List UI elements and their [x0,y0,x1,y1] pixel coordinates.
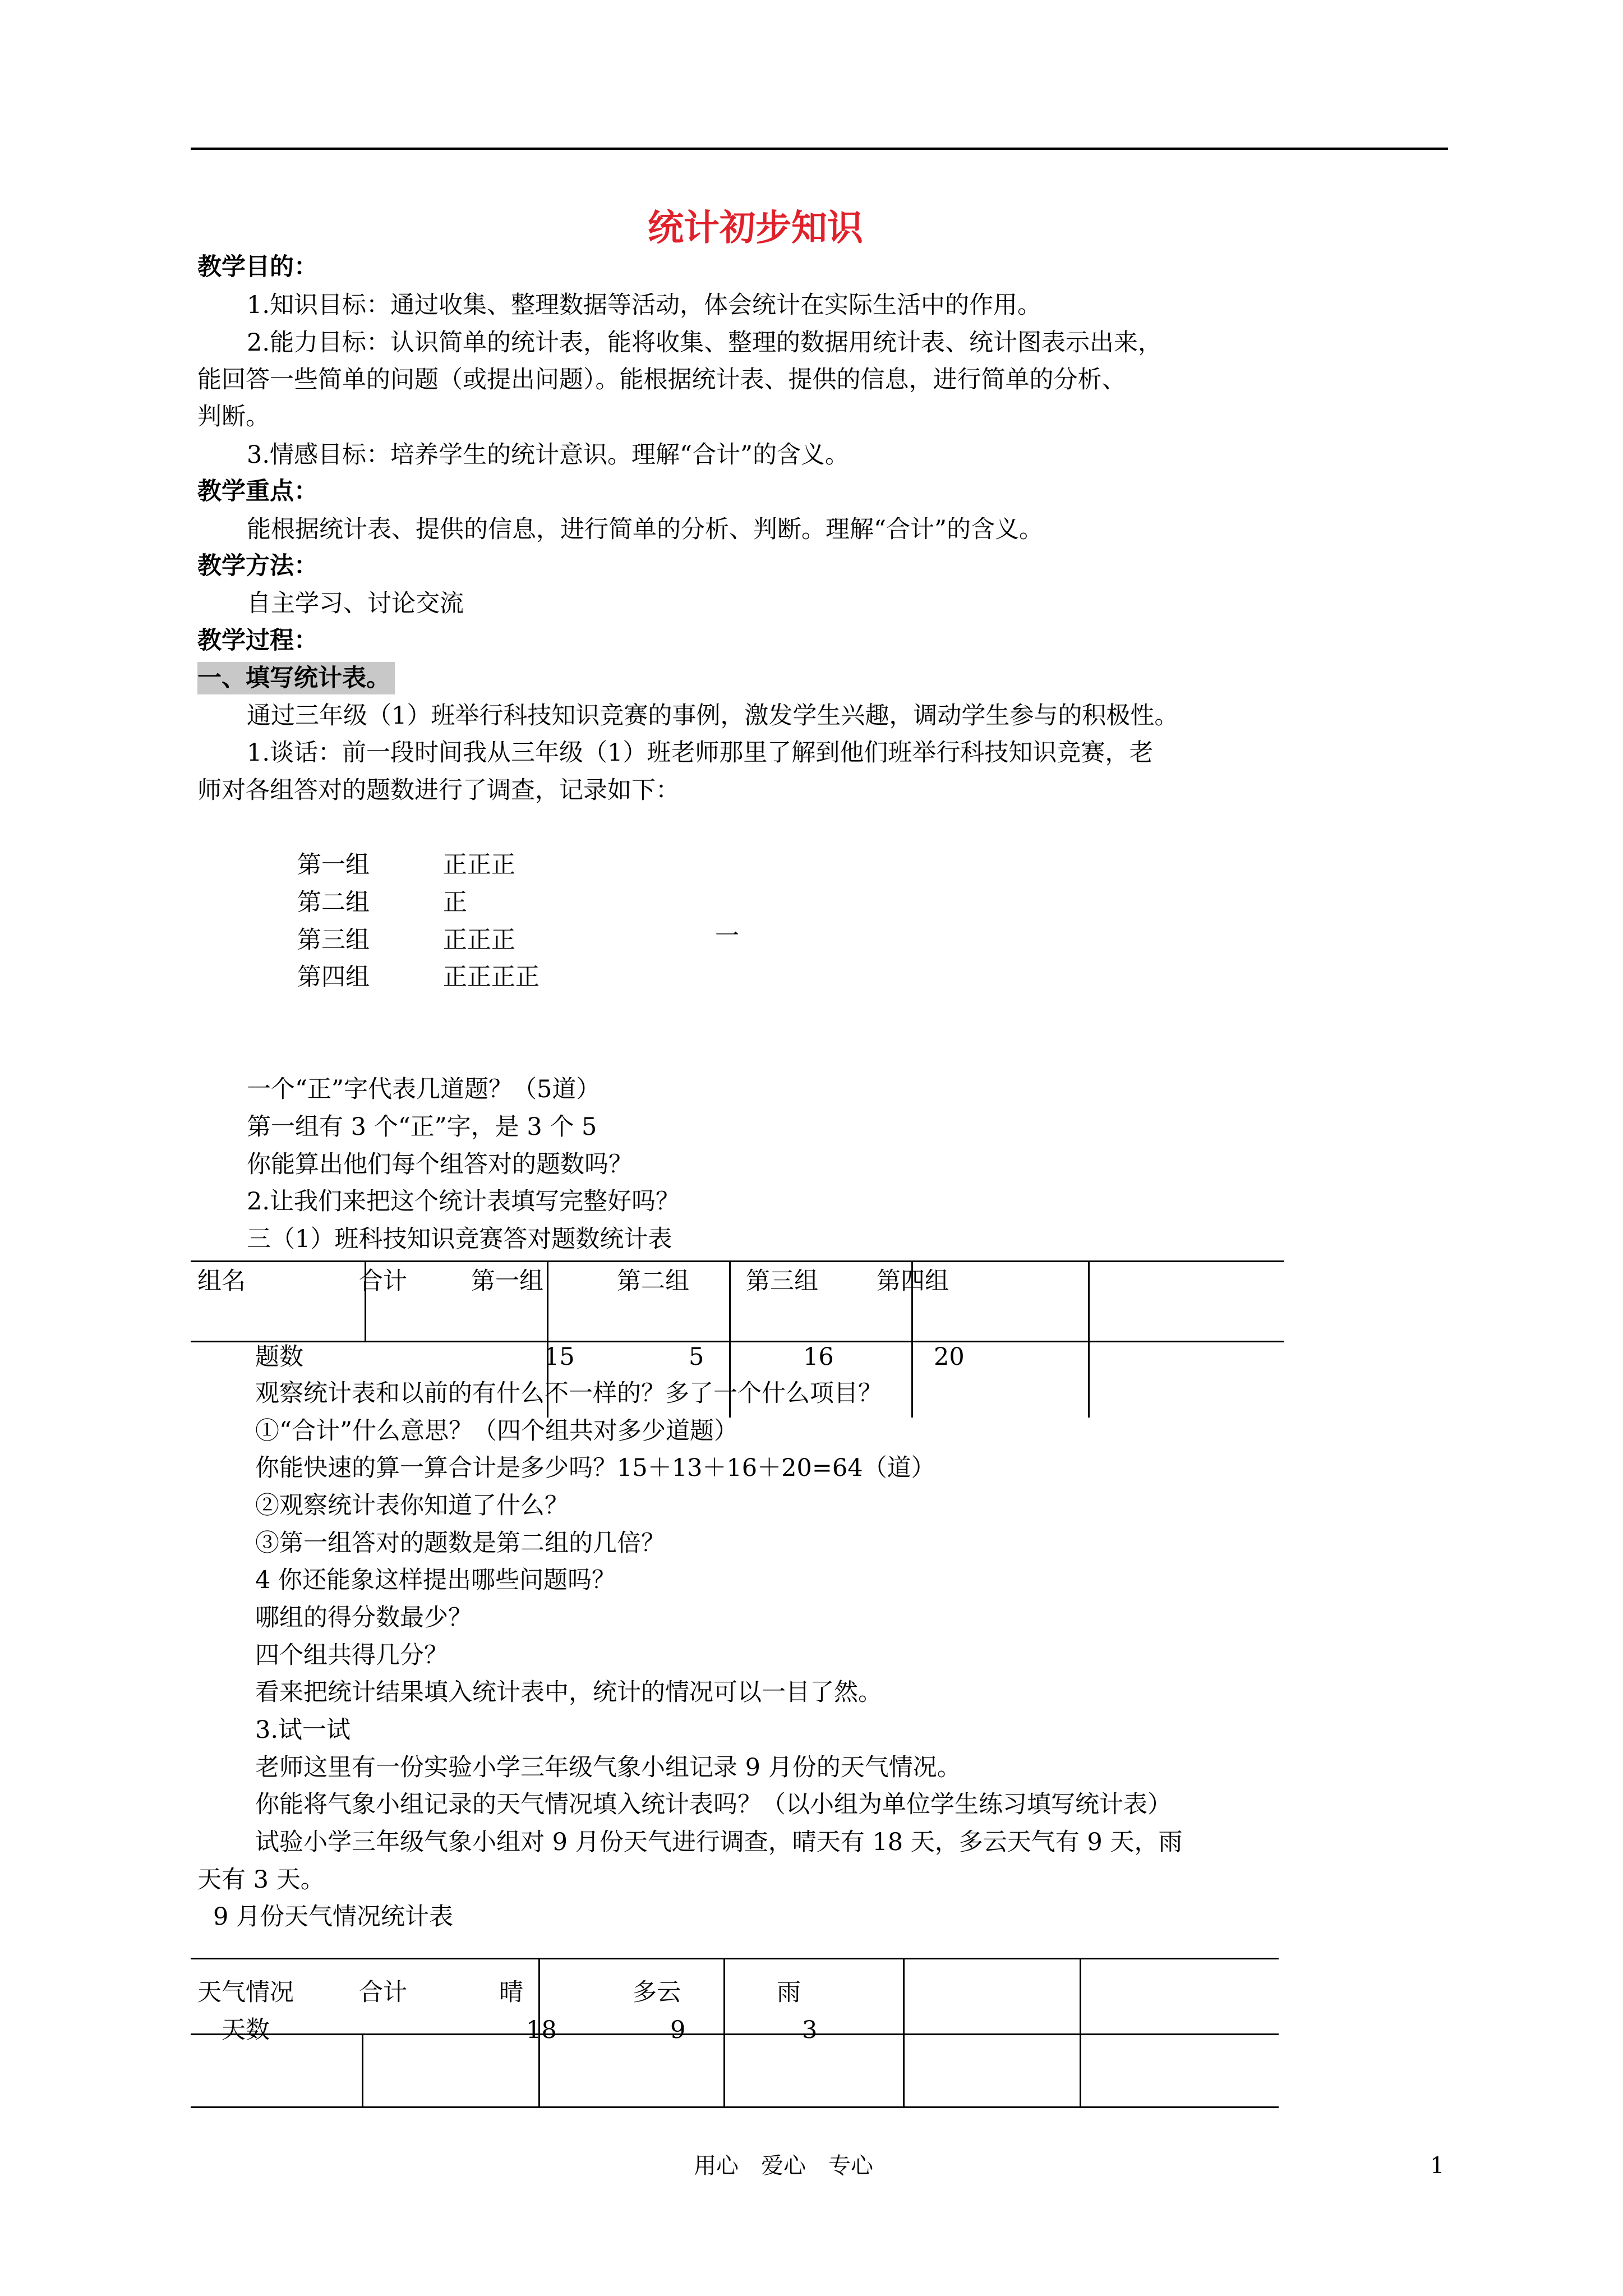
table-1-header-cell: 合计 [359,1267,407,1295]
table-2-header-cell: 合计 [359,1978,407,2007]
question-line: ①“合计”什么意思？（四个组共对多少道题） [255,1417,738,1445]
question-line: 2.让我们来把这个统计表填写完整好吗？ [247,1188,680,1216]
table-2-rule [723,1958,725,2106]
intro-paragraph: 通过三年级（1）班举行科技知识竞赛的事例，激发学生兴趣，调动学生参与的积极性。 [247,702,1179,730]
talk-line-2: 师对各组答对的题数进行了调查，记录如下： [197,776,680,804]
question-line: 4 你还能象这样提出哪些问题吗？ [255,1566,616,1594]
page-title: 统计初步知识 [648,208,863,249]
tally-marks: 正正正 [443,851,515,879]
table-2-cell: 9 [670,2016,686,2044]
tally-group-label: 第四组 [297,963,370,991]
tally-marks: 正正正正 [443,963,540,991]
page-number: 1 [1430,2153,1445,2179]
question-line: 第一组有 3 个“正”字，是 3 个 5 [247,1113,597,1141]
table-2-header-cell: 多云 [633,1978,681,2007]
table-2-row-label: 天数 [222,2016,270,2044]
table-2-rule [191,1958,1279,1959]
question-line: 看来把统计结果填入统计表中，统计的情况可以一目了然。 [255,1678,882,1706]
tally-extra-mark: 一 [715,922,739,950]
table-1-cell: 5 [689,1343,704,1371]
section-heading-goal: 教学目的： [197,253,318,281]
goal-1: 1.知识目标：通过收集、整理数据等活动，体会统计在实际生活中的作用。 [247,291,1042,319]
table-1-rule [1088,1260,1090,1418]
table-1-rule [191,1260,1284,1262]
question-line: 你能快速的算一算合计是多少吗？15＋13＋16＋20=64（道） [255,1454,935,1482]
table-1-row-label: 题数 [255,1343,303,1371]
table-2-rule [362,2033,363,2106]
section-heading-key: 教学重点： [197,477,318,505]
goal-2-line-3: 判断。 [197,403,270,431]
table-2-rule [903,1958,905,2106]
goal-2-line-1: 2.能力目标：认识简单的统计表，能将收集、整理的数据用统计表、统计图表示出来， [247,329,1163,357]
section-heading-method: 教学方法： [197,552,318,580]
table-2-cell: 18 [526,2016,557,2044]
question-line: 天有 3 天。 [197,1866,325,1894]
table-1-cell: 16 [803,1343,834,1371]
header-rule [191,148,1448,150]
table-1-header-cell: 第三组 [746,1267,818,1295]
tally-group-label: 第三组 [297,926,370,954]
question-line: 老师这里有一份实验小学三年级气象小组记录 9 月份的天气情况。 [255,1754,961,1782]
part-1-heading: 一、填写统计表。 [197,662,395,694]
table-1-cell: 20 [934,1343,965,1371]
page-footer: 用心 爱心 专心 [694,2153,873,2179]
goal-3: 3.情感目标：培养学生的统计意识。理解“合计”的含义。 [247,441,849,469]
question-line: ③第一组答对的题数是第二组的几倍？ [255,1529,665,1557]
table-1-header-cell: 第一组 [471,1267,543,1295]
table-1-header-cell: 第四组 [877,1267,949,1295]
question-line: 你能将气象小组记录的天气情况填入统计表吗？（以小组为单位学生练习填写统计表） [255,1791,1172,1819]
table-1-rule [191,1341,1284,1342]
question-line: 观察统计表和以前的有什么不一样的？多了一个什么项目？ [255,1379,882,1407]
question-line: 试验小学三年级气象小组对 9 月份天气进行调查，晴天有 18 天，多云天气有 9 天，雨 [255,1828,1183,1856]
goal-2-line-2: 能回答一些简单的问题（或提出问题）。能根据统计表、提供的信息，进行简单的分析、 [197,366,1126,394]
question-line: 哪组的得分数最少？ [255,1604,472,1632]
table-1-header-cell: 组名 [197,1267,246,1295]
tally-marks: 正 [443,889,467,917]
table-2-header-cell: 雨 [777,1978,801,2007]
table-1-caption: 三（1）班科技知识竞赛答对题数统计表 [247,1225,672,1253]
question-line: 3.试一试 [255,1716,351,1744]
question-line: 你能算出他们每个组答对的题数吗？ [247,1151,633,1179]
table-1-cell: 15 [544,1343,575,1371]
table-2-rule [191,2106,1279,2108]
table-2-rule [191,2033,1279,2035]
talk-line-1: 1.谈话：前一段时间我从三年级（1）班老师那里了解到他们班举行科技知识竞赛，老 [247,739,1154,767]
question-line: 四个组共得几分？ [255,1641,448,1669]
question-line: 一个“正”字代表几道题？（5道） [247,1075,601,1103]
key-point: 能根据统计表、提供的信息，进行简单的分析、判断。理解“合计”的含义。 [247,516,1043,544]
table-2-header-cell: 晴 [499,1978,523,2007]
table-1-header-cell: 第二组 [617,1267,689,1295]
question-line: ②观察统计表你知道了什么？ [255,1492,569,1520]
section-heading-process: 教学过程： [197,627,318,655]
tally-group-label: 第二组 [297,889,370,917]
table-2-rule [1080,1958,1081,2106]
table-2-caption: 9 月份天气情况统计表 [213,1903,454,1931]
method-text: 自主学习、讨论交流 [247,590,464,618]
tally-group-label: 第一组 [297,851,370,879]
table-2-cell: 3 [802,2016,818,2044]
table-2-header-cell: 天气情况 [197,1978,294,2007]
tally-marks: 正正正 [443,926,515,954]
